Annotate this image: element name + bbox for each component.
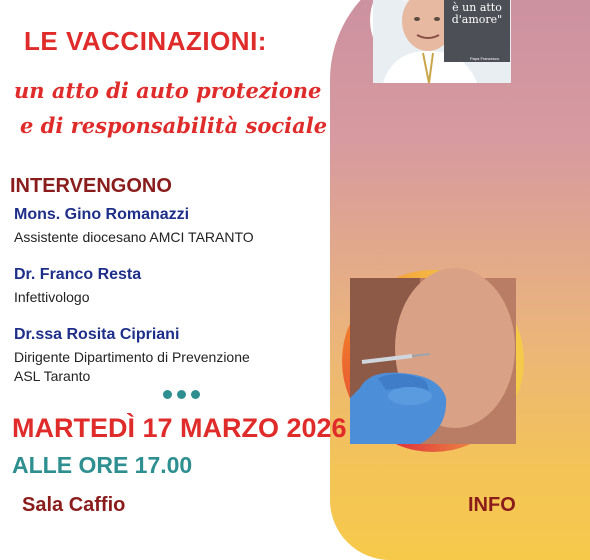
separator-dot <box>177 390 186 399</box>
separator-dot <box>191 390 200 399</box>
quote-signature: Papa Francesco <box>470 56 500 61</box>
separator-dot <box>163 390 172 399</box>
speaker-name: Dr. Franco Resta <box>14 266 142 283</box>
vaccination-photo <box>350 278 516 444</box>
speaker-role: Infettivologo <box>14 289 90 305</box>
quote-box <box>444 0 510 62</box>
poster-subtitle-line1: un atto di auto protezione <box>14 78 322 103</box>
event-time: ALLE ORE 17.00 <box>12 452 193 478</box>
speaker-role: Dirigente Dipartimento di Prevenzione <box>14 349 250 365</box>
speakers-heading: INTERVENGONO <box>10 175 172 197</box>
poster-title: LE VACCINAZIONI: <box>24 26 267 56</box>
speaker-role: ASL Taranto <box>14 368 91 384</box>
speaker-name: Dr.ssa Rosita Cipriani <box>14 326 180 343</box>
pope-quote: è un atto d'amore" <box>451 1 503 26</box>
speaker-role: Assistente diocesano AMCI TARANTO <box>14 229 254 245</box>
separator-dots <box>163 390 200 399</box>
event-venue: Sala Caffio <box>22 494 126 516</box>
poster-subtitle-line2: e di responsabilità sociale <box>20 113 328 138</box>
event-date: MARTEDÌ 17 MARZO 2026 <box>12 413 347 443</box>
info-label: INFO <box>468 494 516 516</box>
speaker-name: Mons. Gino Romanazzi <box>14 206 190 223</box>
